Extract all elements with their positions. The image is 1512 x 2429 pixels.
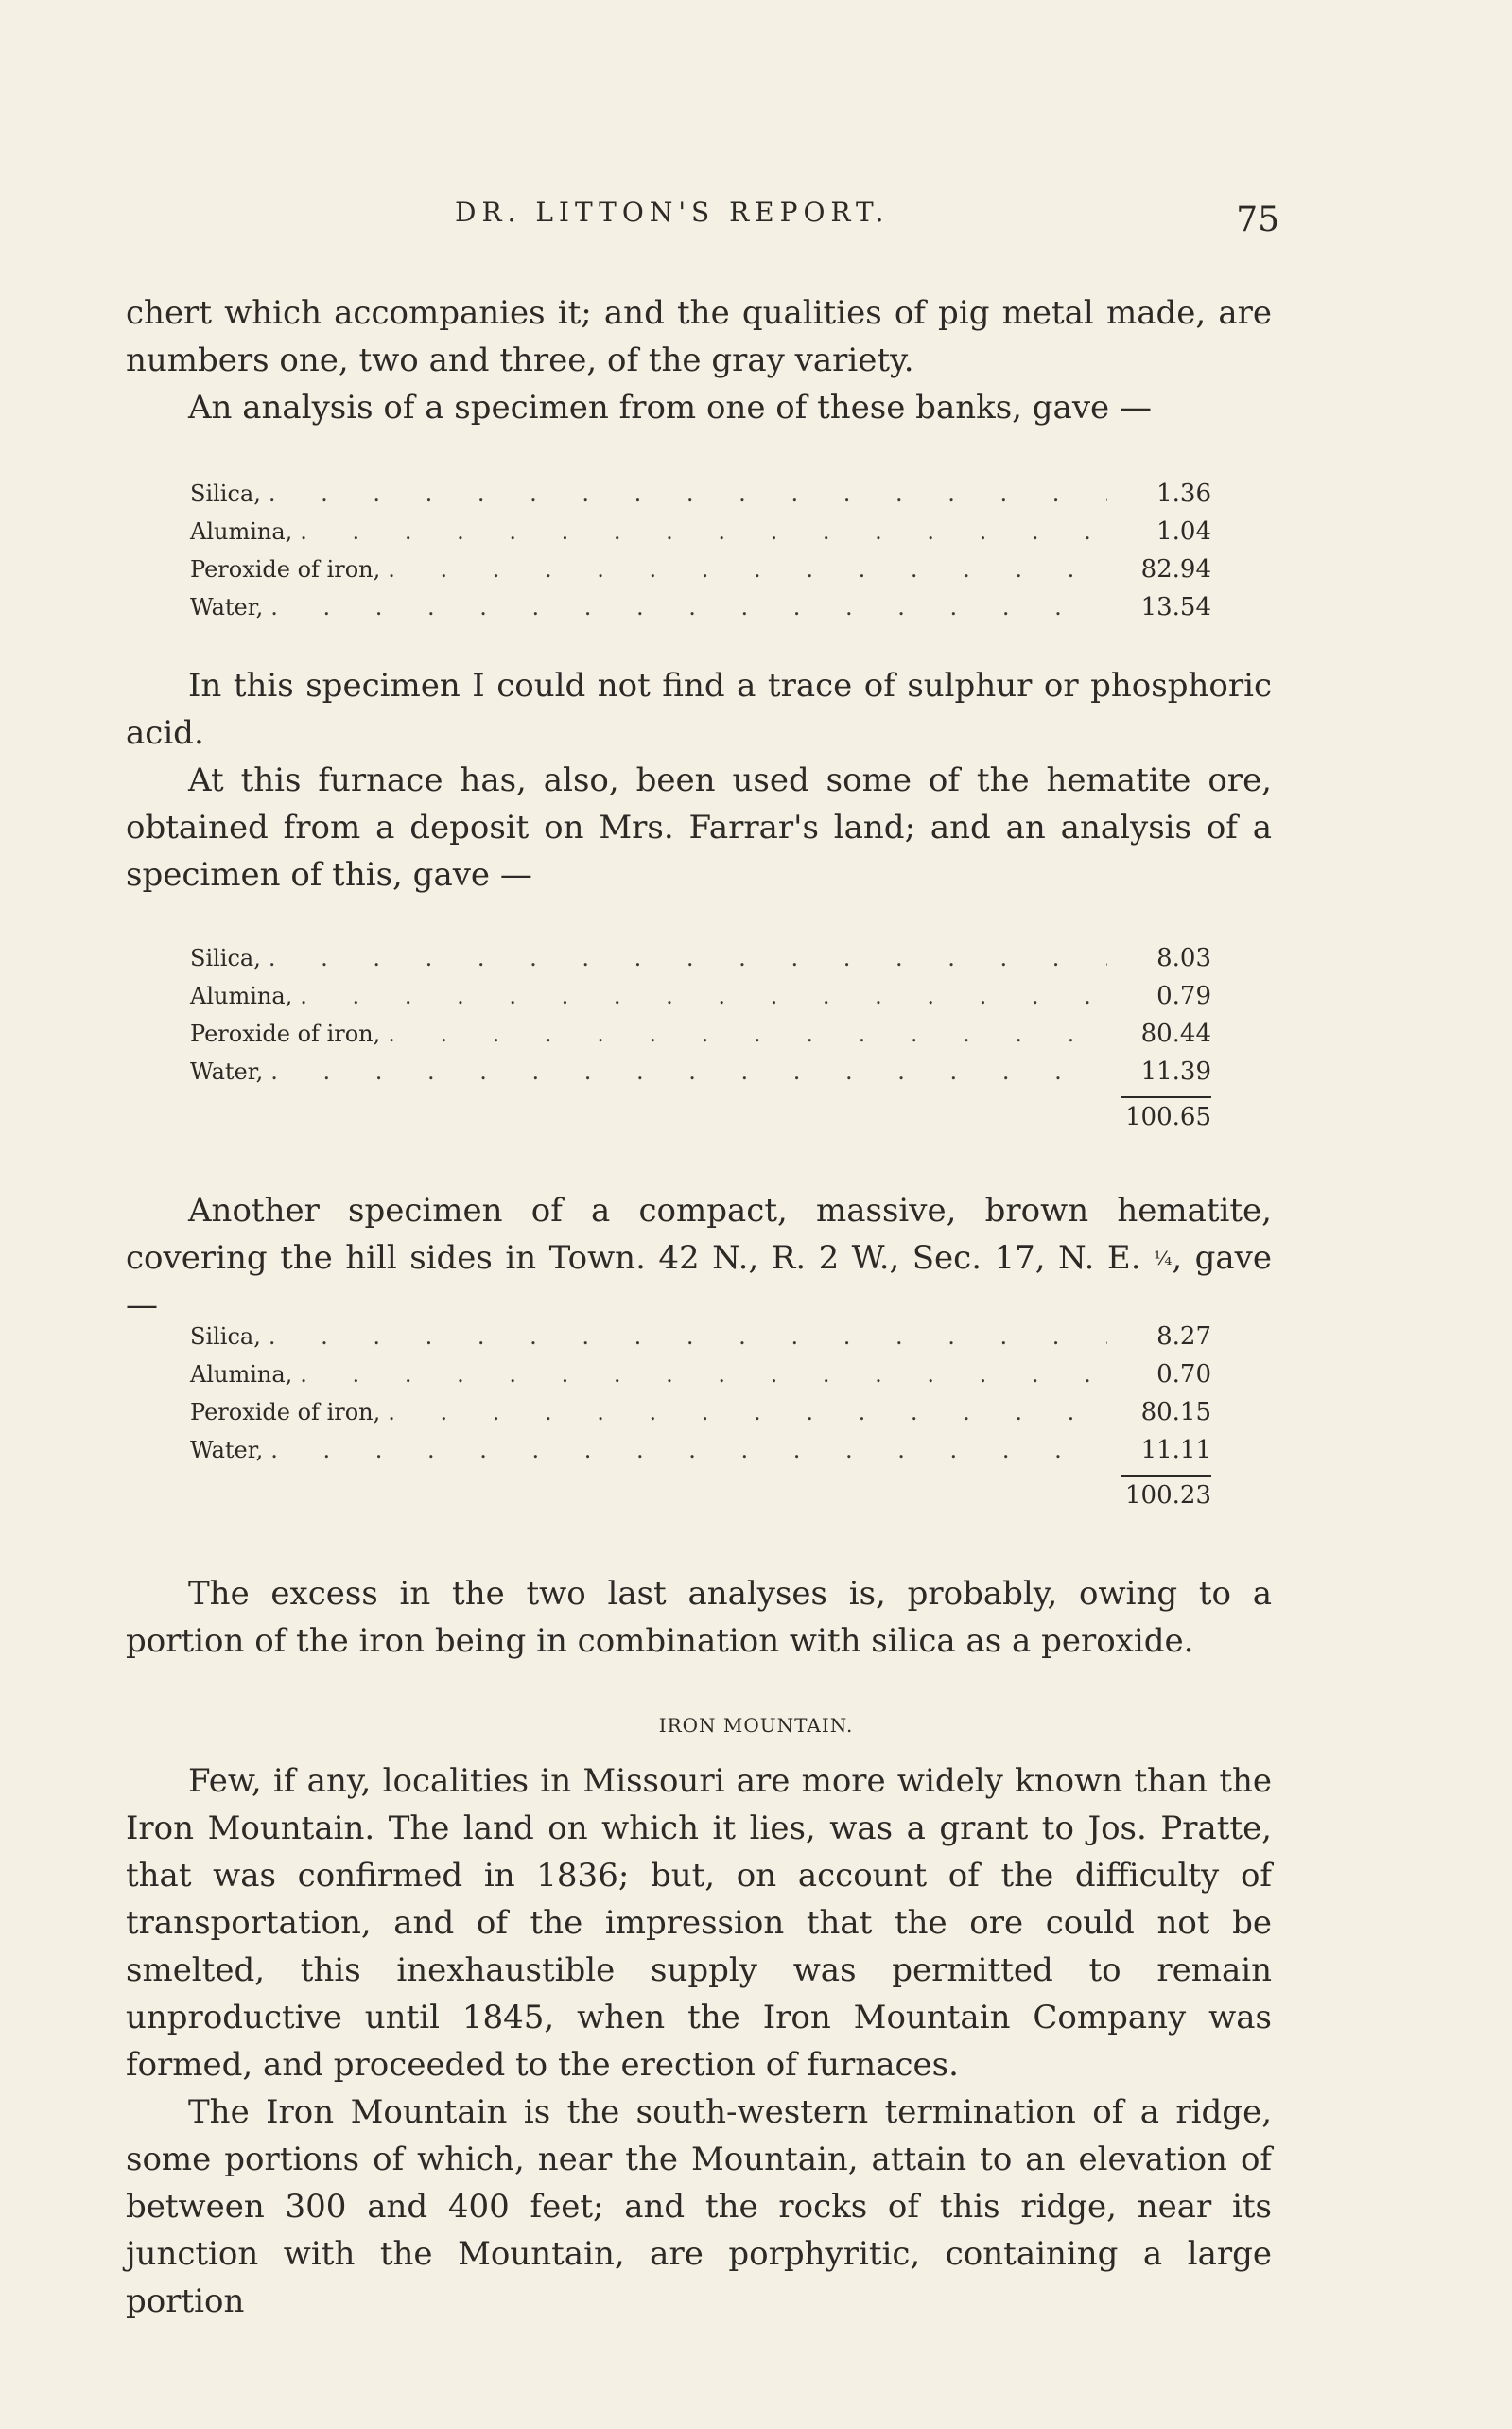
- leader-dots: [388, 1015, 1107, 1053]
- component-label: Alumina,: [190, 983, 293, 1009]
- analysis-row: [190, 1015, 1211, 1053]
- paragraph-excess: The excess in the two last analyses is, probably, owing to a portion of the iron being in combination with silica as a peroxide.: [126, 1575, 1272, 1660]
- paragraph-iron-mountain: Few, if any, localities in Missouri are more widely known than the Iron Mountain. The land on which it lies, was a grant to Jos. Pratte, that was confirmed in 1836; but, on account of the difficulty of transportation, and of the impression that the ore could not be smelted, this inexhaustible supply was permitted to remain unproductive until 1845, when the Iron Mountain Company was formed, and proceeded to the erection of furnaces.: [126, 1762, 1272, 2084]
- component-label: Peroxide of iron,: [190, 556, 381, 583]
- text-block-3: [126, 1187, 1272, 1329]
- leader-dots: [388, 1393, 1107, 1431]
- component-label: Water,: [190, 1437, 264, 1463]
- analysis-table-3: [190, 1318, 1211, 1514]
- paragraph-ridge: The Iron Mountain is the south-western termination of a ridge, some portions of which, near the Mountain, attain to an elevation of between 300 and 400 feet; and the rocks of this ridge, near its junction with the Mountain, are porphyritic, containing a large portion: [126, 2093, 1272, 2320]
- paragraph-analysis-intro: An analysis of a specimen from one of these banks, gave —: [188, 389, 1152, 427]
- leader-dots: [300, 1355, 1107, 1393]
- leader-dots: [300, 977, 1107, 1015]
- component-label: Silica,: [190, 481, 261, 507]
- component-label: Silica,: [190, 1323, 261, 1350]
- paragraph-text-end: , gave —: [126, 1239, 1272, 1324]
- analysis-row: [190, 1393, 1211, 1431]
- component-value: 13.54: [1140, 593, 1211, 621]
- component-label: Peroxide of iron,: [190, 1021, 381, 1047]
- component-value: 8.27: [1156, 1322, 1211, 1351]
- analysis-table-1: [190, 475, 1211, 626]
- analysis-row: [190, 939, 1211, 977]
- analysis-table-2: [190, 939, 1211, 1136]
- component-label: Silica,: [190, 945, 261, 971]
- analysis-row: [190, 550, 1211, 588]
- text-block-4: [126, 1570, 1272, 1665]
- leader-dots: [269, 475, 1107, 513]
- leader-dots: [270, 588, 1107, 626]
- component-value: 80.15: [1140, 1398, 1211, 1426]
- text-block-5: [126, 1757, 1272, 2325]
- analysis-row: [190, 588, 1211, 626]
- leader-dots: [269, 1318, 1107, 1355]
- analysis-row: [190, 1355, 1211, 1393]
- leader-dots: [269, 939, 1107, 977]
- text-block-2: [126, 662, 1272, 899]
- analysis-row: [190, 1318, 1211, 1355]
- component-value: 1.04: [1156, 517, 1211, 546]
- component-value: 11.11: [1140, 1436, 1211, 1464]
- leader-dots: [270, 1053, 1107, 1091]
- fraction: ¼: [1153, 1247, 1173, 1269]
- paragraph-farrar: At this furnace has, also, been used some of the hematite ore, obtained from a deposit on Mrs. Farrar's land; and an analysis of a specimen of this, gave —: [126, 761, 1272, 894]
- component-label: Peroxide of iron,: [190, 1399, 381, 1425]
- component-label: Water,: [190, 594, 264, 620]
- analysis-row: [190, 475, 1211, 513]
- component-value: 0.79: [1156, 982, 1211, 1010]
- analysis-row: [190, 977, 1211, 1015]
- component-value: 0.70: [1156, 1360, 1211, 1389]
- leader-dots: [388, 550, 1107, 588]
- paragraph-sulphur: In this specimen I could not find a trace of sulphur or phosphoric acid.: [126, 667, 1272, 752]
- component-value: 11.39: [1140, 1057, 1211, 1086]
- section-heading: IRON MOUNTAIN.: [658, 1714, 854, 1737]
- component-value: 82.94: [1140, 555, 1211, 584]
- page-header: [126, 197, 1279, 244]
- component-label: Alumina,: [190, 518, 293, 545]
- leader-dots: [300, 513, 1107, 550]
- paragraph-chert: chert which accompanies it; and the qualities of pig metal made, are numbers one, two and three, of the gray variety.: [126, 294, 1272, 379]
- analysis-row: [190, 1431, 1211, 1469]
- leader-dots: [270, 1431, 1107, 1469]
- running-head: DR. LITTON'S REPORT.: [455, 197, 890, 228]
- component-value: 1.36: [1156, 480, 1211, 508]
- analysis-total: 100.65: [1125, 1103, 1211, 1131]
- analysis-row: [190, 1053, 1211, 1091]
- text-block-1: [126, 289, 1272, 431]
- paragraph-text: Another specimen of a compact, massive, brown hematite, covering the hill sides in Town. 42 N., R. 2 W., Sec. 17, N. E.: [126, 1192, 1272, 1277]
- component-label: Water,: [190, 1058, 264, 1085]
- component-label: Alumina,: [190, 1361, 293, 1388]
- analysis-row: [190, 513, 1211, 550]
- paragraph-brown-hematite: [126, 1187, 1272, 1329]
- component-value: 8.03: [1156, 944, 1211, 972]
- analysis-total: 100.23: [1125, 1481, 1211, 1510]
- page-number: 75: [1236, 201, 1279, 239]
- component-value: 80.44: [1140, 1020, 1211, 1048]
